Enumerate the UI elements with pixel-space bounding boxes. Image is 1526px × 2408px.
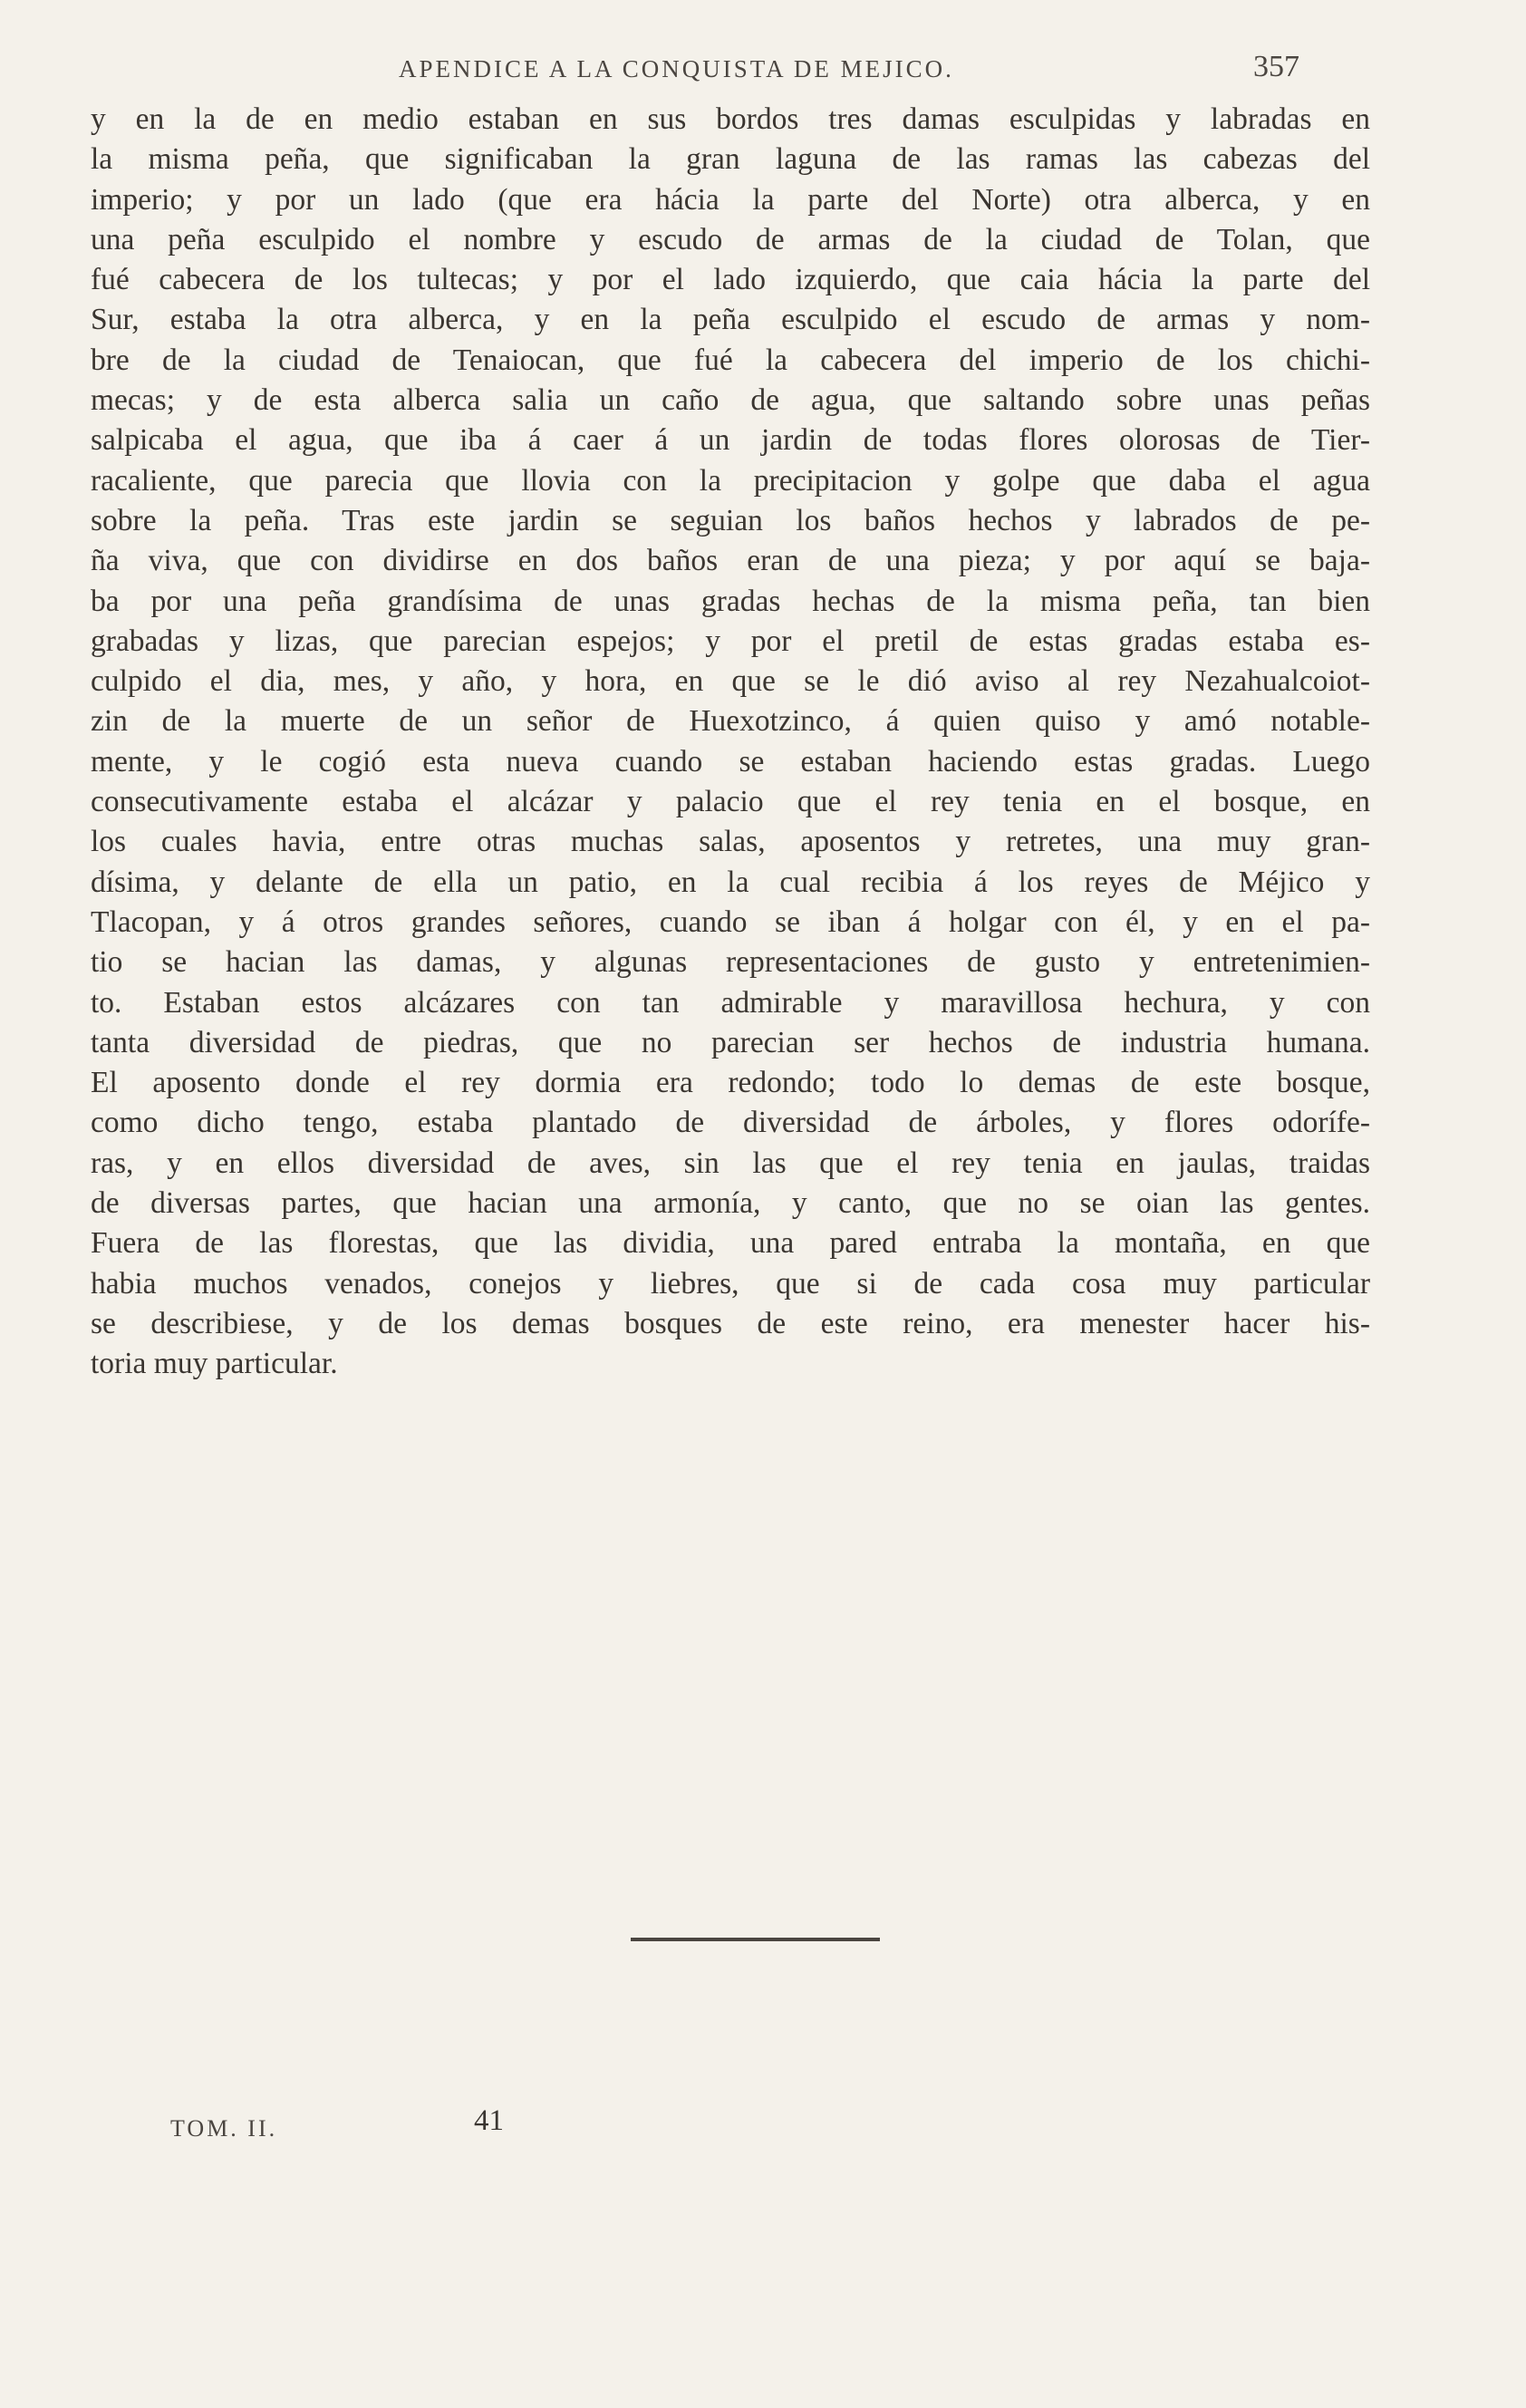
text-line: fué cabecera de los tultecas; y por el lado izquierdo, que caia hácia la parte del [91,263,1370,297]
text-line-last: toria muy particular. [91,1347,338,1381]
text-line: imperio; y por un lado (que era hácia la parte del Norte) otra alberca, y en [91,182,1370,217]
running-head: APENDICE A LA CONQUISTA DE MEJICO. [399,55,954,82]
text-line: ba por una peña grandísima de unas gradas hechas de la misma peña, tan bien [91,584,1370,618]
section-divider [631,1938,880,1941]
gathering-signature: 41 [474,2104,504,2137]
text-line: mente, y le cogió esta nueva cuando se estaban haciendo estas gradas. Luego [91,744,1370,778]
text-line: ña viva, que con dividirse en dos baños eran de una pieza; y por aquí se baja- [91,544,1370,578]
text-line: grabadas y lizas, que parecian espejos; y por el pretil de estas gradas estaba es- [91,624,1370,658]
text-line: consecutivamente estaba el alcázar y palacio que el rey tenia en el bosque, en [91,785,1370,819]
body-text [91,100,1370,1385]
text-line: dísima, y delante de ella un patio, en la cual recibia á los reyes de Méjico y [91,865,1370,899]
text-line: habia muchos venados, conejos y liebres, que si de cada cosa muy particular [91,1266,1370,1301]
text-line: la misma peña, que significaban la gran laguna de las ramas las cabezas del [91,142,1370,177]
text-line: zin de la muerte de un señor de Huexotzinco, á quien quiso y amó notable- [91,704,1370,739]
text-line: racaliente, que parecia que llovia con la precipitacion y golpe que daba el agua [91,463,1370,498]
text-line: y en la de en medio estaban en sus bordos tres damas esculpidas y labradas en [91,102,1370,136]
text-line: bre de la ciudad de Tenaiocan, que fué la cabecera del imperio de los chichi- [91,343,1370,377]
text-line: se describiese, y de los demas bosques de este reino, era menester hacer his- [91,1306,1370,1340]
text-line: mecas; y de esta alberca salia un caño de agua, que saltando sobre unas peñas [91,383,1370,418]
volume-signature: TOM. II. [170,2115,278,2142]
text-line: to. Estaban estos alcázares con tan admirable y maravillosa hechura, y con [91,985,1370,1020]
text-line: tanta diversidad de piedras, que no parecian ser hechos de industria humana. [91,1025,1370,1059]
text-line: Sur, estaba la otra alberca, y en la peña esculpido el escudo de armas y nom- [91,303,1370,337]
page-number: 357 [1253,50,1299,83]
text-line: de diversas partes, que hacian una armonía, y canto, que no se oian las gentes. [91,1186,1370,1221]
text-line: ras, y en ellos diversidad de aves, sin las que el rey tenia en jaulas, traidas [91,1146,1370,1180]
text-line: salpicaba el agua, que iba á caer á un jardin de todas flores olorosas de Tier- [91,423,1370,458]
text-line: El aposento donde el rey dormia era redondo; todo lo demas de este bosque, [91,1066,1370,1100]
text-line: una peña esculpido el nombre y escudo de armas de la ciudad de Tolan, que [91,222,1370,256]
page-header [91,50,1359,95]
text-line: los cuales havia, entre otras muchas salas, aposentos y retretes, una muy gran- [91,825,1370,859]
text-line: como dicho tengo, estaba plantado de diversidad de árboles, y flores odorífe- [91,1106,1370,1140]
text-line: Tlacopan, y á otros grandes señores, cuando se iban á holgar con él, y en el pa- [91,904,1370,939]
text-line: culpido el dia, mes, y año, y hora, en que se le dió aviso al rey Nezahualcoiot- [91,664,1370,699]
text-line: tio se hacian las damas, y algunas representaciones de gusto y entretenimien- [91,945,1370,980]
text-line: sobre la peña. Tras este jardin se seguian los baños hechos y labrados de pe- [91,503,1370,537]
text-line: Fuera de las florestas, que las dividia, una pared entraba la montaña, en que [91,1226,1370,1261]
